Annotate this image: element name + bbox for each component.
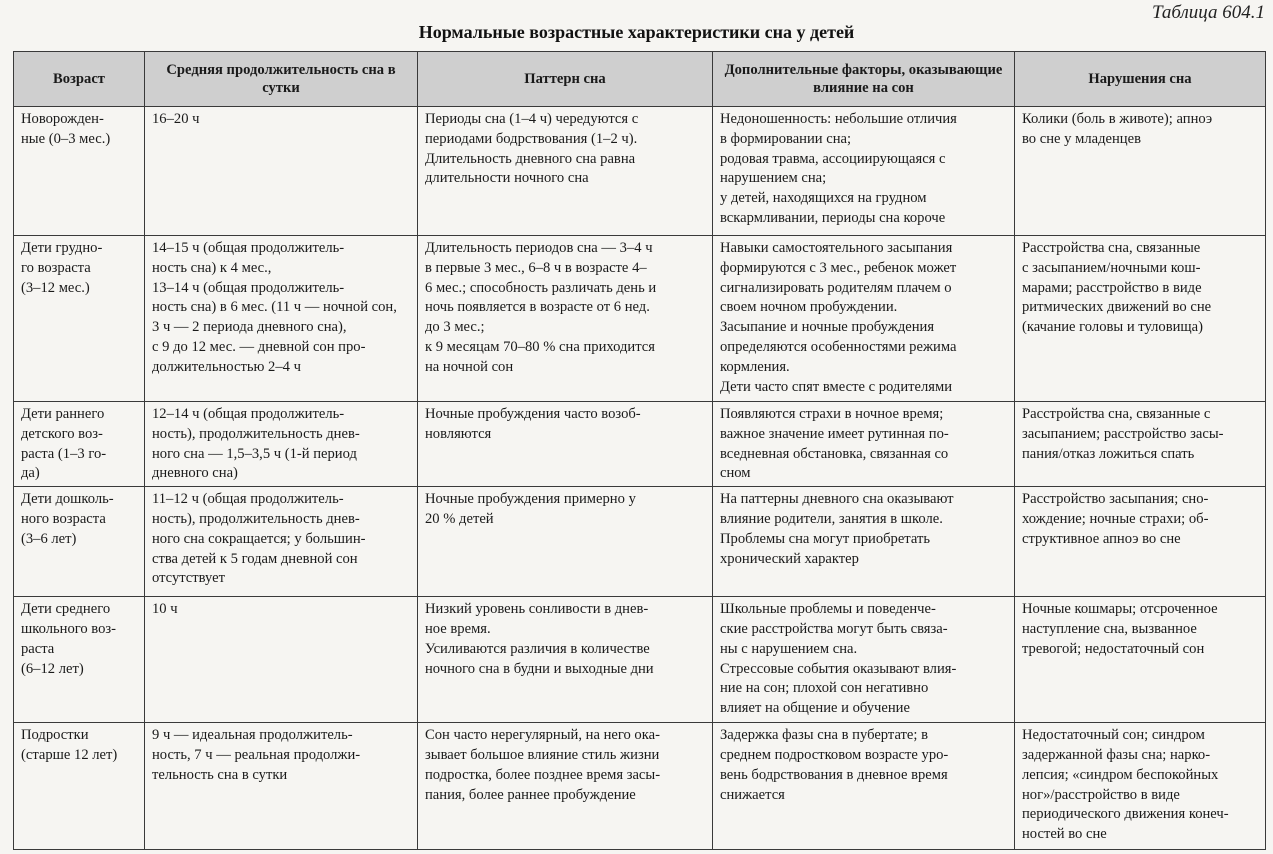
cell-text-line: формируются с 3 мес., ребенок может	[720, 259, 957, 276]
table-row	[14, 487, 1266, 597]
cell-text-line: Проблемы сна могут приобретать	[720, 530, 930, 547]
cell-text-line: сном	[720, 465, 751, 482]
pattern-cell	[418, 236, 713, 402]
cell-text-line: зывает большое влияние стиль жизни	[425, 746, 660, 763]
cell-text-line: родовая травма, ассоциирующаяся с	[720, 150, 946, 167]
disorders-cell	[1015, 236, 1266, 402]
cell-text-line: 3 ч — 2 периода дневного сна),	[152, 319, 347, 336]
cell-text-line: вень бодрствования в дневное время	[720, 766, 948, 783]
cell-text-line: Дети грудно-	[21, 240, 103, 256]
table-row	[14, 402, 1266, 487]
cell-text-line: ские расстройства могут быть связа-	[720, 620, 948, 637]
cell-text-line: да)	[21, 465, 40, 482]
cell-text-line: новляются	[425, 425, 492, 442]
cell-text-line: хронический характер	[720, 550, 859, 567]
cell-text-line: 20 % детей	[425, 510, 494, 527]
cell-text-line: Засыпание и ночные пробуждения	[720, 319, 935, 336]
cell-text-line: ного сна — 1,5–3,5 ч (1-й период	[152, 445, 357, 462]
cell-text-line: Появляются страхи в ночное время;	[720, 406, 944, 422]
pattern-cell	[418, 597, 713, 723]
cell-text-line: пания, более раннее пробуждение	[425, 786, 636, 803]
cell-text-line: ства детей к 5 годам дневной сон	[152, 550, 358, 567]
pattern-cell	[418, 487, 713, 597]
table-row	[14, 723, 1266, 850]
age-cell	[14, 723, 145, 850]
cell-text-line: Расстройство засыпания; сно-	[1022, 491, 1209, 508]
cell-text-line: (качание головы и туловища)	[1022, 319, 1203, 336]
cell-text-line: Сон часто нерегулярный, на него ока-	[425, 727, 660, 744]
pattern-cell	[418, 723, 713, 850]
cell-text-line: тревогой; недостаточный сон	[1022, 640, 1205, 657]
cell-text-line: Усиливаются различия в количестве	[425, 640, 650, 657]
cell-text-line: во сне у младенцев	[1022, 130, 1141, 147]
cell-text-line: на ночной сон	[425, 358, 514, 375]
cell-text-line: длительности ночного сна	[425, 170, 589, 187]
cell-text-line: Стрессовые события оказывают влия-	[720, 660, 957, 677]
cell-text-line: определяются особенностями режима	[720, 338, 957, 355]
table-title: Нормальные возрастные характеристики сна у детей	[418, 22, 855, 42]
age-cell	[14, 107, 145, 236]
age-cell	[14, 236, 145, 402]
cell-text-line: школьного воз-	[21, 620, 117, 637]
cell-text-line: Ночные пробуждения примерно у	[425, 491, 636, 508]
cell-text-line: с 9 до 12 мес. — дневной сон про-	[152, 338, 366, 355]
cell-text-line: Длительность периодов сна — 3–4 ч	[425, 240, 653, 256]
cell-text-line: среднем подростковом возрасте уро-	[720, 746, 949, 763]
cell-text-line: лепсия; «синдром беспокойных	[1022, 766, 1219, 783]
header-factors: Дополнительные факторы, оказывающие влияние на сон	[713, 52, 1015, 107]
cell-text-line: Навыки самостоятельного засыпания	[720, 240, 953, 256]
duration-cell	[145, 723, 418, 850]
cell-text-line: ность сна) к 4 мес.,	[152, 259, 272, 276]
factors-cell	[713, 597, 1015, 723]
cell-text-line: Расстройства сна, связанные с	[1022, 406, 1211, 422]
cell-text-line: хождение; ночные страхи; об-	[1022, 510, 1209, 527]
age-cell	[14, 402, 145, 487]
cell-text-line: структивное апноэ во сне	[1022, 530, 1181, 547]
disorders-cell	[1015, 107, 1266, 236]
cell-text-line: 13–14 ч (общая продолжитель-	[152, 279, 345, 296]
cell-text-line: Дети дошколь-	[21, 491, 114, 508]
cell-text-line: нарушением сна;	[720, 170, 827, 187]
cell-text-line: ног»/расстройство в виде	[1022, 786, 1180, 803]
cell-text-line: (старше 12 лет)	[21, 746, 118, 763]
cell-text-line: ностей во сне	[1022, 826, 1107, 843]
cell-text-line: 14–15 ч (общая продолжитель-	[152, 240, 345, 256]
cell-text-line: тельность сна в сутки	[152, 766, 288, 783]
factors-cell	[713, 402, 1015, 487]
pattern-cell	[418, 107, 713, 236]
cell-text-line: периодического движения конеч-	[1022, 806, 1229, 823]
cell-text-line: у детей, находящихся на грудном	[720, 190, 927, 207]
cell-text-line: Низкий уровень сонливости в днев-	[425, 601, 649, 618]
duration-cell	[145, 487, 418, 597]
cell-text-line: (3–12 мес.)	[21, 279, 90, 296]
cell-text-line: ное время.	[425, 620, 491, 637]
cell-text-line: 6 мес.; способность различать день и	[425, 279, 657, 296]
cell-text-line: Расстройства сна, связанные	[1022, 240, 1201, 256]
cell-text-line: до 3 мес.;	[425, 319, 485, 336]
cell-text-line: На паттерны дневного сна оказывают	[720, 491, 954, 508]
cell-text-line: ние на сон; плохой сон негативно	[720, 680, 929, 697]
cell-text-line: 10 ч	[152, 601, 178, 618]
cell-text-line: сигнализировать родителям плачем о	[720, 279, 952, 296]
duration-cell	[145, 107, 418, 236]
duration-cell	[145, 236, 418, 402]
cell-text-line: вседневная обстановка, связанная со	[720, 445, 949, 462]
cell-text-line: раста	[21, 640, 55, 657]
cell-text-line: ные (0–3 мес.)	[21, 130, 111, 147]
cell-text-line: 9 ч — идеальная продолжитель-	[152, 727, 353, 744]
cell-text-line: Дети часто спят вместе с родителями	[720, 378, 953, 395]
header-duration: Средняя продолжительность сна в сутки	[145, 52, 418, 107]
cell-text-line: влияние родители, занятия в школе.	[720, 510, 943, 527]
cell-text-line: 16–20 ч	[152, 111, 200, 127]
factors-cell	[713, 236, 1015, 402]
cell-text-line: ность сна) в 6 мес. (11 ч — ночной сон,	[152, 299, 397, 316]
cell-text-line: раста (1–3 го-	[21, 445, 107, 462]
age-cell	[14, 487, 145, 597]
factors-cell	[713, 487, 1015, 597]
cell-text-line: ность), продолжительность днев-	[152, 510, 360, 527]
cell-text-line: Дети среднего	[21, 601, 111, 618]
cell-text-line: должительностью 2–4 ч	[152, 358, 301, 375]
sleep-characteristics-table	[13, 51, 1266, 850]
cell-text-line: в первые 3 мес., 6–8 ч в возрасте 4–	[425, 259, 647, 276]
cell-text-line: ность, 7 ч — реальная продолжи-	[152, 746, 361, 763]
cell-text-line: марами; расстройство в виде	[1022, 279, 1202, 296]
header-disorders: Нарушения сна	[1015, 52, 1266, 107]
cell-text-line: наступление сна, вызванное	[1022, 620, 1197, 637]
cell-text-line: Недоношенность: небольшие отличия	[720, 111, 957, 127]
cell-text-line: своем ночном пробуждении.	[720, 299, 898, 316]
cell-text-line: отсутствует	[152, 570, 226, 587]
header-pattern: Паттерн сна	[418, 52, 713, 107]
cell-text-line: важное значение имеет рутинная по-	[720, 425, 949, 442]
cell-text-line: (3–6 лет)	[21, 530, 77, 547]
cell-text-line: влияет на общение и обучение	[720, 700, 910, 717]
cell-text-line: 11–12 ч (общая продолжитель-	[152, 491, 344, 508]
disorders-cell	[1015, 402, 1266, 487]
cell-text-line: ночного сна в будни и выходные дни	[425, 660, 654, 677]
table-body	[14, 107, 1266, 850]
cell-text-line: Длительность дневного сна равна	[425, 150, 636, 167]
cell-text-line: (6–12 лет)	[21, 660, 84, 677]
pattern-cell	[418, 402, 713, 487]
cell-text-line: подростка, более позднее время засы-	[425, 766, 661, 783]
cell-text-line: вскармливании, периоды сна короче	[720, 209, 946, 226]
table-number: Таблица 604.1	[1152, 2, 1265, 23]
cell-text-line: снижается	[720, 786, 785, 803]
cell-text-line: Недостаточный сон; синдром	[1022, 727, 1205, 744]
cell-text-line: пания/отказ ложиться спать	[1022, 445, 1195, 462]
cell-text-line: Школьные проблемы и поведенче-	[720, 601, 936, 618]
cell-text-line: Задержка фазы сна в пубертате; в	[720, 727, 929, 744]
cell-text-line: Дети раннего	[21, 406, 105, 422]
cell-text-line: с засыпанием/ночными кош-	[1022, 259, 1201, 276]
cell-text-line: задержанной фазы сна; нарко-	[1022, 746, 1211, 763]
cell-text-line: Ночные пробуждения часто возоб-	[425, 406, 641, 422]
cell-text-line: ность), продолжительность днев-	[152, 425, 360, 442]
disorders-cell	[1015, 487, 1266, 597]
disorders-cell	[1015, 597, 1266, 723]
cell-text-line: периодами бодрствования (1–2 ч).	[425, 130, 638, 147]
cell-text-line: в формировании сна;	[720, 130, 852, 147]
cell-text-line: ного сна сокращается; у большин-	[152, 530, 366, 547]
cell-text-line: детского воз-	[21, 425, 103, 442]
factors-cell	[713, 723, 1015, 850]
cell-text-line: ны с нарушением сна.	[720, 640, 858, 657]
table-row	[14, 107, 1266, 236]
cell-text-line: ночь появляется в возрасте от 6 нед.	[425, 299, 650, 316]
factors-cell	[713, 107, 1015, 236]
age-cell	[14, 597, 145, 723]
cell-text-line: засыпанием; расстройство засы-	[1022, 425, 1224, 442]
duration-cell	[145, 402, 418, 487]
cell-text-line: Колики (боль в животе); апноэ	[1022, 111, 1213, 127]
cell-text-line: Ночные кошмары; отсроченное	[1022, 601, 1218, 618]
cell-text-line: Подростки	[21, 727, 89, 744]
header-age: Возраст	[14, 52, 145, 107]
cell-text-line: го возраста	[21, 259, 91, 276]
table-row	[14, 597, 1266, 723]
cell-text-line: Новорожден-	[21, 111, 104, 127]
cell-text-line: Периоды сна (1–4 ч) чередуются с	[425, 111, 639, 127]
cell-text-line: кормления.	[720, 358, 790, 375]
cell-text-line: ритмических движений во сне	[1022, 299, 1212, 316]
duration-cell	[145, 597, 418, 723]
cell-text-line: дневного сна)	[152, 465, 238, 482]
cell-text-line: 12–14 ч (общая продолжитель-	[152, 406, 345, 422]
disorders-cell	[1015, 723, 1266, 850]
header-row	[14, 52, 1266, 107]
table-row	[14, 236, 1266, 402]
cell-text-line: ного возраста	[21, 510, 106, 527]
cell-text-line: к 9 месяцам 70–80 % сна приходится	[425, 338, 655, 355]
